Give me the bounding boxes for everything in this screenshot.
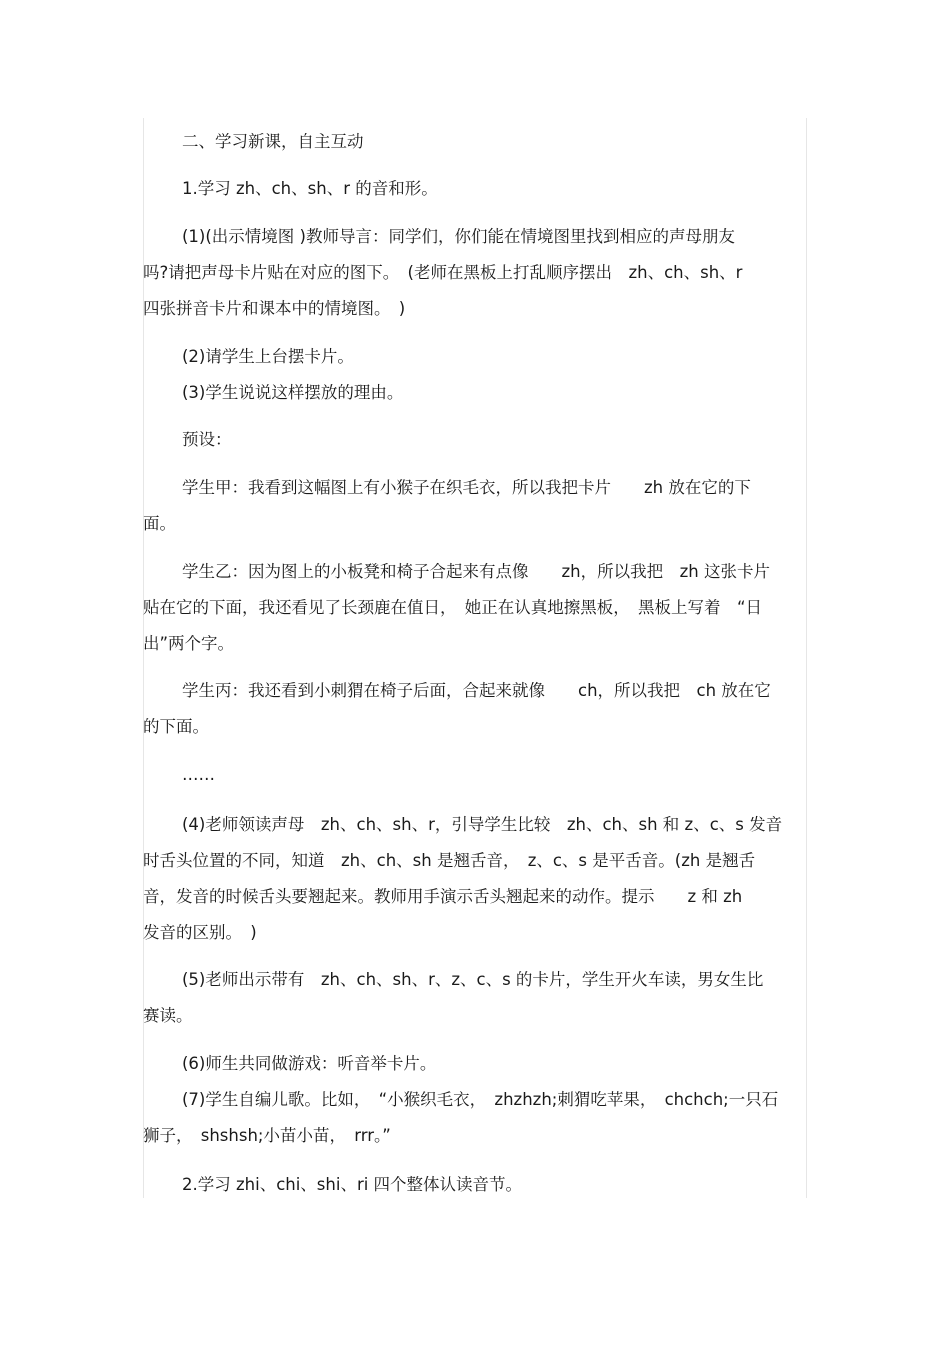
step-4-line-4: 发音的区别。 ) xyxy=(143,923,257,942)
student-c-line-2: 的下面。 xyxy=(143,717,209,736)
student-b-line-3: 出”两个字。 xyxy=(143,634,235,653)
step-4-line-2: 时舌头位置的不同，知道 zh、ch、sh 是翘舌音， z、c、s 是平舌音。(zh 是翘舌 xyxy=(143,851,756,870)
step-7-line-1: (7)学生自编儿歌。比如， “小猴织毛衣， zhzhzh;刺猬吃苹果， chchch;一只石 xyxy=(182,1090,779,1109)
step-7-paragraph xyxy=(143,1082,805,1154)
step-4-paragraph xyxy=(143,807,805,951)
step-6: (6)师生共同做游戏：听音举卡片。 xyxy=(182,1054,437,1073)
preset-label: 预设： xyxy=(182,430,232,449)
student-c-line-1: 学生丙：我还看到小刺猬在椅子后面，合起来就像 ch，所以我把 ch 放在它 xyxy=(182,681,771,700)
student-b-line-1: 学生乙：因为图上的小板凳和椅子合起来有点像 zh，所以我把 zh 这张卡片 xyxy=(182,562,770,581)
step-1-line-2: 吗?请把声母卡片贴在对应的图下。 (老师在黑板上打乱顺序摆出 zh、ch、sh、r xyxy=(143,263,743,282)
student-c-paragraph xyxy=(143,673,805,745)
step-5-line-1: (5)老师出示带有 zh、ch、sh、r、z、c、s 的卡片，学生开火车读，男女生比 xyxy=(182,970,764,989)
ellipsis: …… xyxy=(182,765,215,784)
step-4-line-3: 音，发音的时候舌头要翘起来。教师用手演示舌头翘起来的动作。提示 z 和 zh xyxy=(143,887,743,906)
step-5-line-2: 赛读。 xyxy=(143,1006,193,1025)
step-1-paragraph xyxy=(143,219,805,327)
student-a-line-2: 面。 xyxy=(143,514,176,533)
student-b-paragraph xyxy=(143,554,805,662)
step-1-line-1: (1)(出示情境图 )教师导言：同学们，你们能在情境图里找到相应的声母朋友 xyxy=(182,227,735,246)
section-heading: 二、学习新课，自主互动 xyxy=(182,132,364,151)
subheading-1: 1.学习 zh、ch、sh、r 的音和形。 xyxy=(182,179,438,198)
step-1-line-3: 四张拼音卡片和课本中的情境图。 ) xyxy=(143,299,406,318)
subheading-2: 2.学习 zhi、chi、shi、ri 四个整体认读音节。 xyxy=(182,1175,523,1194)
step-2: (2)请学生上台摆卡片。 xyxy=(182,347,354,366)
step-4-line-1: (4)老师领读声母 zh、ch、sh、r，引导学生比较 zh、ch、sh 和 z、c、s 发音 xyxy=(182,815,783,834)
step-5-paragraph xyxy=(143,962,805,1034)
student-b-line-2: 贴在它的下面，我还看见了长颈鹿在值日， 她正在认真地擦黑板， 黑板上写着 “日 xyxy=(143,598,763,617)
step-3: (3)学生说说这样摆放的理由。 xyxy=(182,383,404,402)
student-a-line-1: 学生甲：我看到这幅图上有小猴子在织毛衣，所以我把卡片 zh 放在它的下 xyxy=(182,478,751,497)
student-a-paragraph xyxy=(143,470,805,542)
step-7-line-2: 狮子， shshsh;小苗小苗， rrr。” xyxy=(143,1126,391,1145)
